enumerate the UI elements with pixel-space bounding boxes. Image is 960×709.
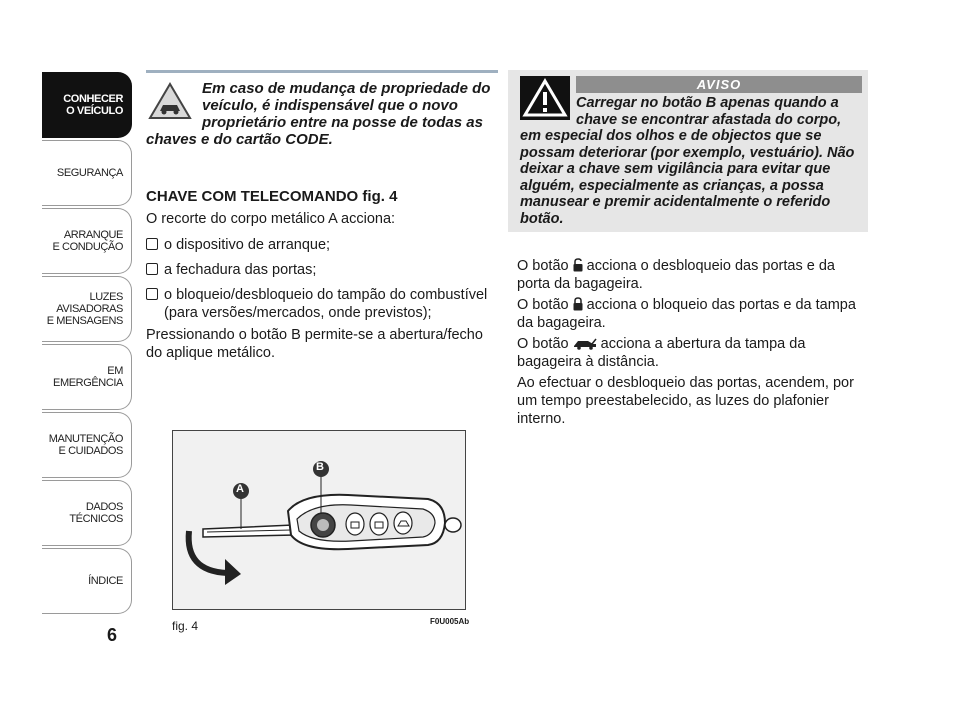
padlock-closed-icon bbox=[573, 297, 583, 311]
button-b-paragraph: Pressionando o botão B permite-se a abertura/fecho do aplique metálico. bbox=[146, 327, 483, 361]
key-illustration bbox=[173, 431, 465, 609]
figure-key bbox=[172, 430, 466, 610]
checkbox-bullet-icon bbox=[146, 238, 158, 250]
checkbox-bullet-icon bbox=[146, 288, 158, 300]
callout-b: B bbox=[316, 461, 324, 473]
heading-fig-ref: fig. 4 bbox=[362, 188, 398, 205]
section-heading bbox=[146, 188, 397, 205]
bullet-item: o dispositivo de arranque; bbox=[146, 236, 498, 254]
ownership-note bbox=[146, 80, 494, 148]
trunk-paragraph: O botão acciona a abertura da tampa da bagageira à distância. bbox=[517, 336, 806, 370]
figure-caption: fig. 4 bbox=[172, 619, 199, 633]
tab-arranque-conducao[interactable]: ARRANQUE E CONDUÇÃO bbox=[42, 208, 132, 274]
heading-title: CHAVE COM TELECOMANDO bbox=[146, 188, 359, 205]
lights-paragraph: Ao efectuar o desbloqueio das portas, acendem, por um tempo preestabelecido, as luzes do plafonier interno. bbox=[517, 375, 854, 427]
tab-manutencao-cuidados[interactable]: MANUTENÇÃO E CUIDADOS bbox=[42, 412, 132, 478]
bullet-item: o bloqueio/desbloqueio do tampão do combustível (para versões/mercados, onde previstos); bbox=[146, 286, 498, 322]
tab-seguranca[interactable]: SEGURANÇA bbox=[42, 140, 132, 206]
aviso-text: Carregar no botão B apenas quando a chave se encontrar afastada do corpo, em especial dos olhos e de objectos que se possam deteriorar (por exemplo, vestuário). Não deixar a chave sem vigilância para evitar que alguém, especialmente as crianças, a possa manusear e premir acidentalmente o referido botão. bbox=[520, 95, 855, 227]
tab-em-emergencia[interactable]: EM EMERGÊNCIA bbox=[42, 344, 132, 410]
tab-conhecer-veiculo[interactable]: CONHECER O VEÍCULO bbox=[42, 72, 132, 138]
tab-luzes-avisadoras[interactable]: LUZES AVISADORAS E MENSAGENS bbox=[42, 276, 132, 342]
aviso-title: AVISO bbox=[576, 76, 862, 93]
note-line-2: veículo, é indispensável que o novo bbox=[202, 97, 458, 114]
bullet-item: a fechadura das portas; bbox=[146, 261, 498, 279]
padlock-open-icon bbox=[573, 258, 583, 272]
tab-dados-tecnicos[interactable]: DADOS TÉCNICOS bbox=[42, 480, 132, 546]
page-number: 6 bbox=[107, 625, 118, 645]
callout-a: A bbox=[236, 483, 244, 495]
figure-code: F0U005Ab bbox=[430, 617, 470, 626]
note-line-4: chaves e do cartão CODE. bbox=[146, 131, 333, 148]
lock-paragraph: O botão acciona o bloqueio das portas e da tampa da bagageira. bbox=[517, 297, 856, 331]
tab-indice[interactable]: ÍNDICE bbox=[42, 548, 132, 614]
car-trunk-icon bbox=[573, 338, 597, 350]
note-line-3: proprietário entre na posse de todas as bbox=[202, 114, 483, 131]
unlock-paragraph: O botão acciona o desbloqueio das portas e da porta da bagageira. bbox=[517, 258, 835, 292]
intro-paragraph: O recorte do corpo metálico A acciona: bbox=[146, 211, 396, 227]
checkbox-bullet-icon bbox=[146, 263, 158, 275]
section-rule bbox=[146, 70, 498, 73]
note-line-1: Em caso de mudança de propriedade do bbox=[202, 80, 491, 97]
